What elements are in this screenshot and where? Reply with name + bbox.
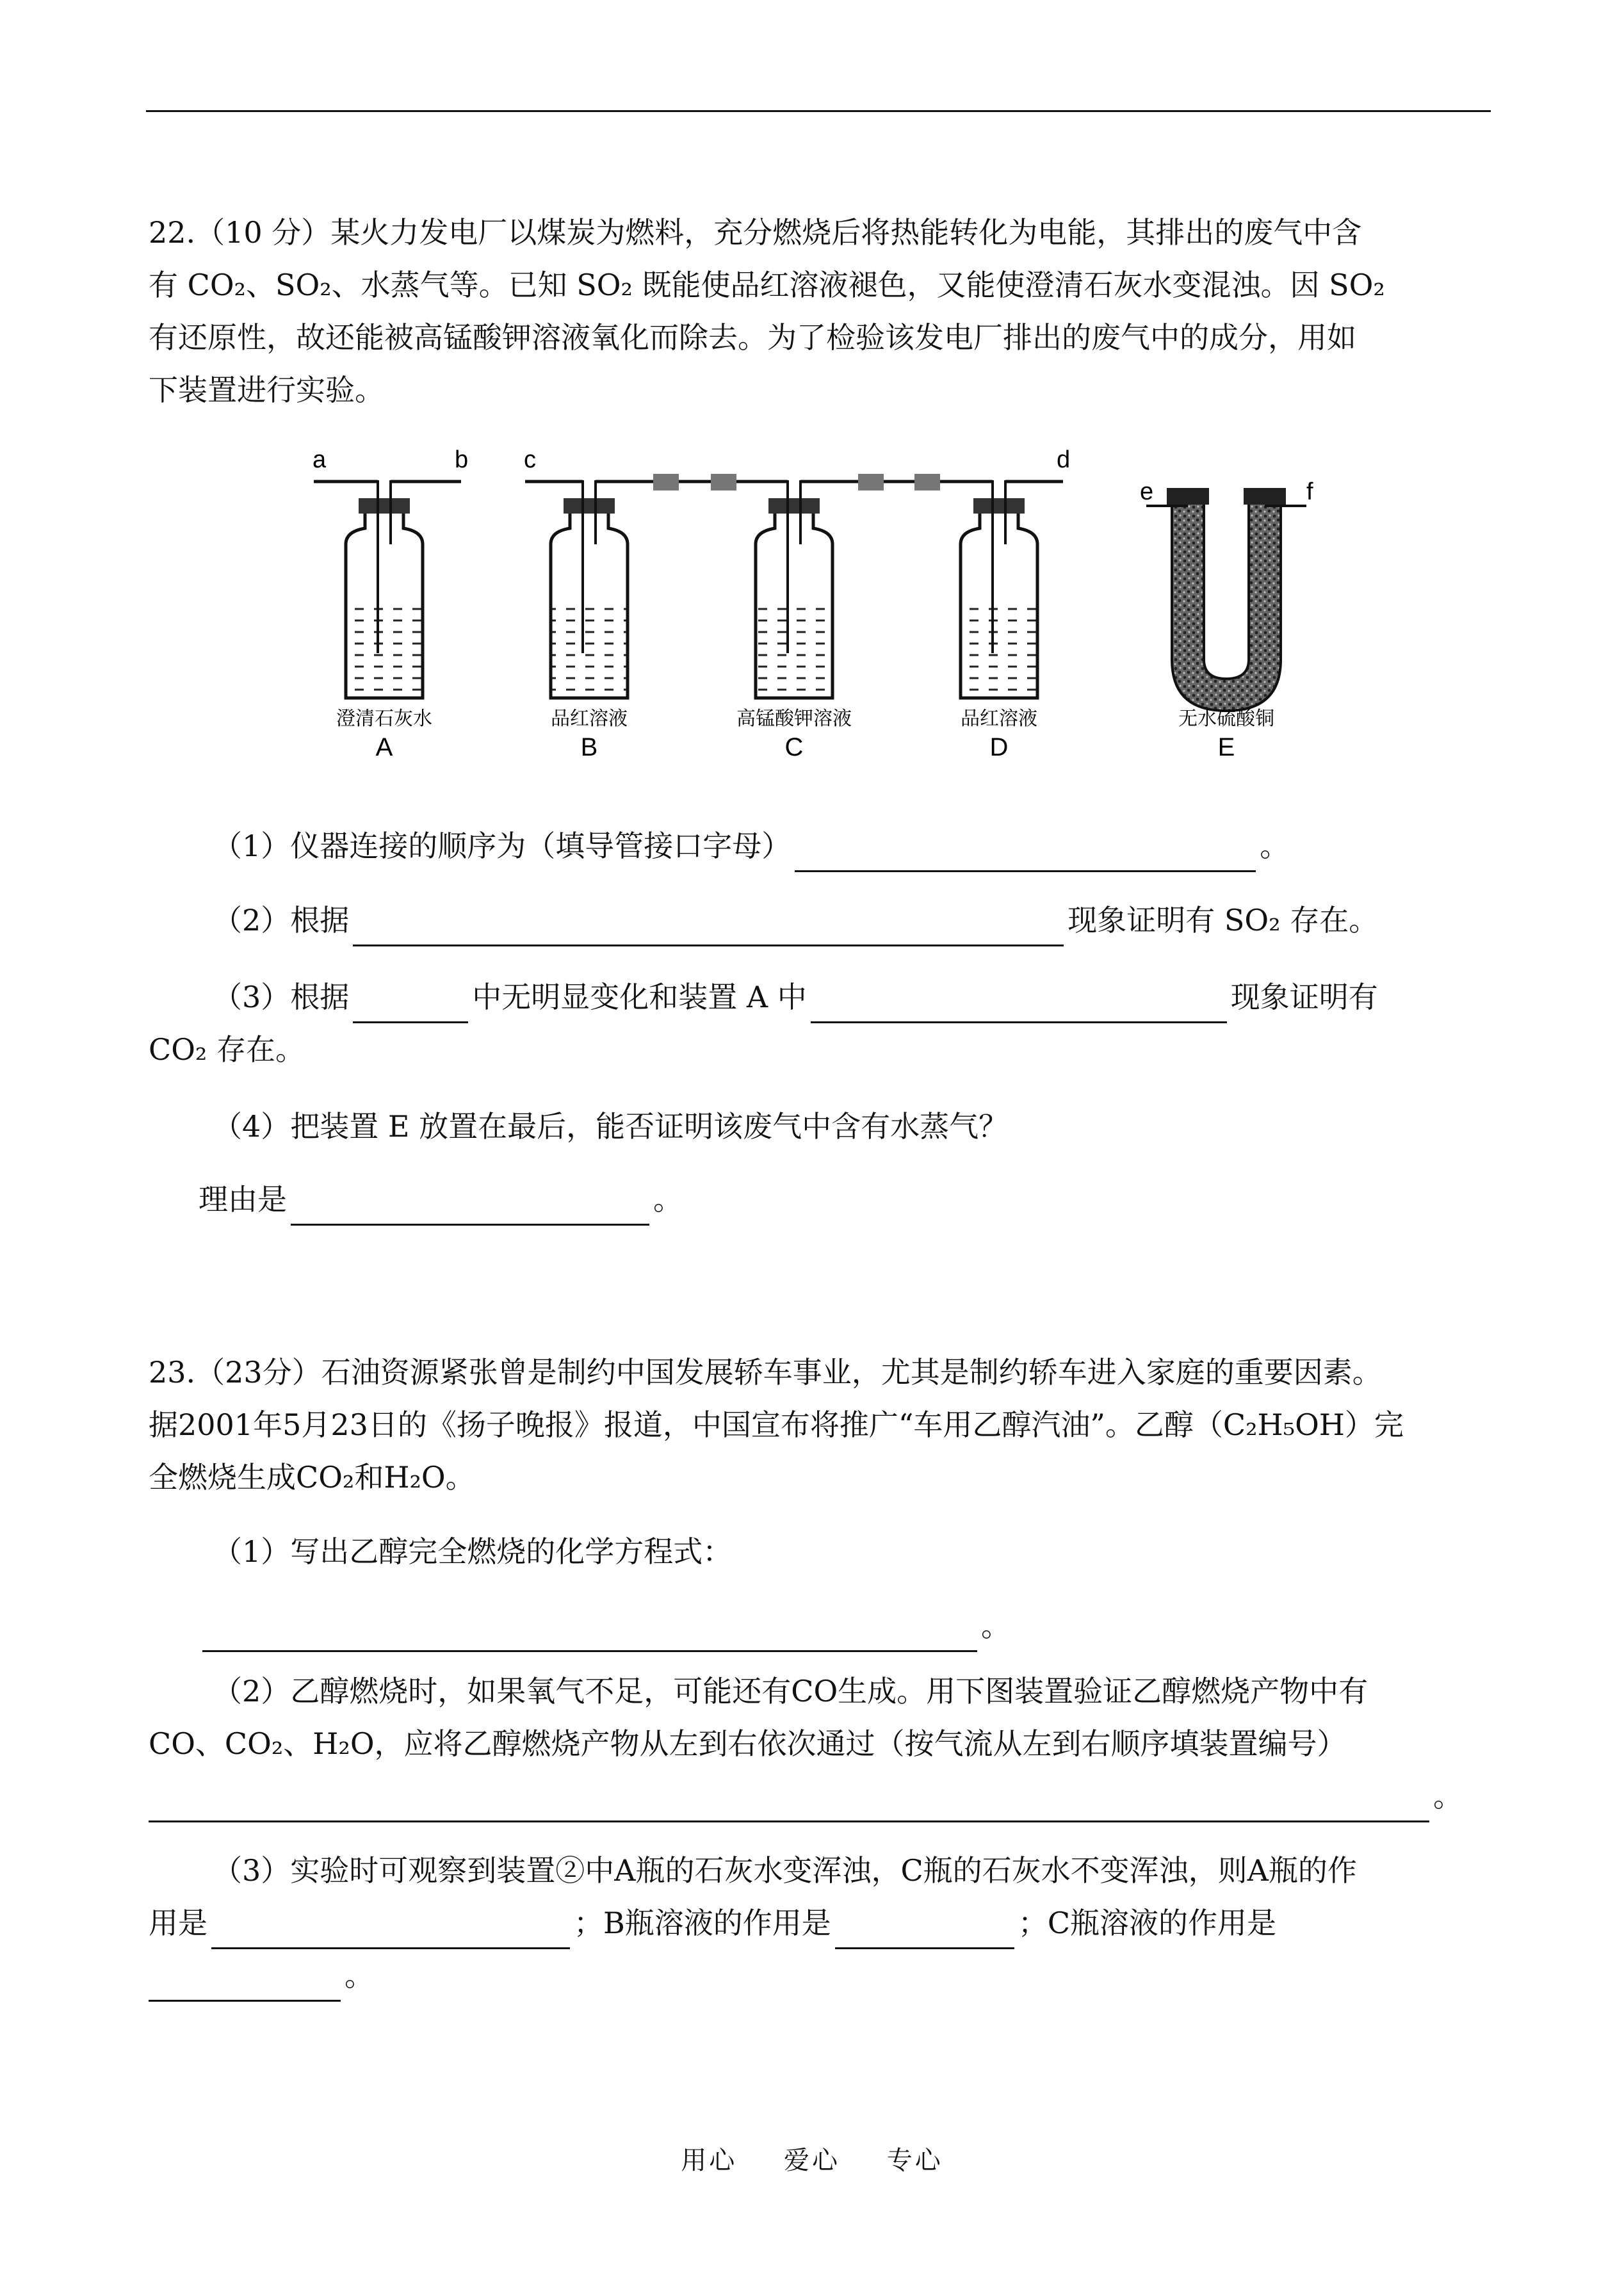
apparatus-figure [295,442,1345,775]
q23-s2-answer-blank[interactable] [149,1787,1429,1822]
q23-s3-mid: ；B瓶溶液的作用是 [574,1906,831,1940]
q22-line-1: 22.（10 分）某火力发电厂以煤炭为燃料，充分燃烧后将热能转化为电能，其排出的废气中含 [149,215,1362,250]
q22-s2-answer-blank[interactable] [353,911,1064,946]
bottle-b-reagent: 品红溶液 [551,708,628,730]
q23-sub-3-answer [149,1949,1487,2002]
q22-line-3: 有还原性，故还能被高锰酸钾溶液氧化而除去。为了检验该发电厂排出的废气中的成分，用如 [149,320,1356,355]
q22-line-4: 下装置进行实验。 [149,373,384,407]
q23-sub-1-answer [149,1600,1487,1652]
q22-s4-reason-label: 理由是 [199,1182,287,1217]
footer-text-2: 爱心 [784,2146,840,2175]
bottle-b-letter: B [580,733,598,761]
port-b-label: b [455,446,469,473]
q22-sub-4: （4）把装置 E 放置在最后，能否证明该废气中含有水蒸气？ [213,1109,1009,1144]
q23-s3-answer-blank-2[interactable] [835,1914,1014,1949]
q22-s4-answer-blank[interactable] [291,1190,649,1226]
q23-s3-answer-blank-1[interactable] [211,1914,570,1949]
bottle-d [940,480,1063,698]
q23-line-3: 全燃烧生成CO₂和H₂O。 [149,1460,475,1495]
footer-text-1: 用心 [681,2146,738,2175]
bottle-a-letter: A [375,733,393,761]
q22-sub-4-reason [149,1173,1487,1226]
q22-s3-tail: 现象证明有 [1230,980,1378,1014]
q22-s1-period: 。 [1260,829,1290,863]
q23-s2-period: 。 [1433,1779,1463,1813]
q23-s1-period: 。 [981,1609,1011,1643]
u-tube-e-reagent: 无水硫酸铜 [1178,708,1274,730]
bottle-a-reagent: 澄清石灰水 [336,708,432,730]
page-footer [0,2140,1624,2177]
q22-sub-3 [149,971,1487,1023]
port-d-label: d [1057,446,1071,473]
q23-sub-1: （1）写出乙醇完全燃烧的化学方程式： [213,1534,733,1569]
q23-sub-3-cont [149,1897,1487,1949]
q23-sub-2-answer [149,1770,1487,1822]
port-a-label: a [313,446,327,473]
q22-sub-3-cont: CO₂ 存在。 [149,1032,305,1067]
q22-s2-tail: 现象证明有 SO₂ 存在。 [1068,903,1379,937]
port-f-label: f [1306,478,1313,505]
u-tube-e-letter: E [1217,733,1235,761]
connector-cd-1 [858,474,884,491]
bottle-c-reagent: 高锰酸钾溶液 [736,708,852,730]
q23-s3-answer-blank-3[interactable] [149,1967,341,2002]
q23-s3-tail: ；C瓶溶液的作用是 [1018,1906,1277,1940]
bottle-b [525,480,653,698]
port-e-label: e [1140,478,1154,505]
q22-s4-period: 。 [653,1182,683,1217]
q22-s3-text: （3）根据 [213,980,350,1014]
bottle-c [736,480,858,698]
bottle-d-reagent: 品红溶液 [961,708,1037,730]
q22-s3-answer-blank-1[interactable] [353,988,468,1023]
q22-s1-text: （1）仪器连接的顺序为（填导管接口字母） [213,829,792,863]
q22-sub-2 [149,894,1487,946]
apparatus-diagram [295,442,1345,775]
q23-line-1: 23.（23分）石油资源紧张曾是制约中国发展轿车事业，尤其是制约轿车进入家庭的重要因素。 [149,1355,1382,1390]
port-c-label: c [524,446,536,473]
bottle-a [314,480,461,698]
q23-sub-2: （2）乙醇燃烧时，如果氧气不足，可能还有CO生成。用下图装置验证乙醇燃烧产物中有 [213,1674,1368,1708]
q22-s2-text: （2）根据 [213,903,350,937]
q22-line-2: 有 CO₂、SO₂、水蒸气等。已知 SO₂ 既能使品红溶液褪色，又能使澄清石灰水变混浊。因 SO₂ [149,268,1385,302]
connector-bc-2 [711,474,736,491]
bottle-c-letter: C [784,733,804,761]
q23-s1-answer-blank[interactable] [202,1617,977,1652]
q22-s3-answer-blank-2[interactable] [811,988,1227,1023]
bottle-d-letter: D [989,733,1009,761]
q22-s3-mid: 中无明显变化和装置 A 中 [472,980,807,1014]
q22-sub-1 [149,820,1487,872]
u-tube-e [1146,488,1306,711]
q23-s3-period: 。 [345,1958,374,1993]
connector-bc-1 [653,474,679,491]
q22-s1-answer-blank[interactable] [795,837,1256,872]
header-rule [146,110,1491,112]
footer-text-3: 专心 [886,2146,943,2175]
q23-sub-3: （3）实验时可观察到装置②中A瓶的石灰水变浑浊，C瓶的石灰水不变浑浊，则A瓶的作 [213,1853,1357,1888]
connector-cd-2 [914,474,940,491]
q23-sub-2-cont: CO、CO₂、H₂O，应将乙醇燃烧产物从左到右依次通过（按气流从左到右顺序填装置编号） [149,1726,1347,1761]
q23-line-2: 据2001年5月23日的《扬子晚报》报道，中国宣布将推广“车用乙醇汽油”。乙醇（C₂H₅OH）完 [149,1407,1404,1442]
q23-s3-text: 用是 [149,1906,207,1940]
